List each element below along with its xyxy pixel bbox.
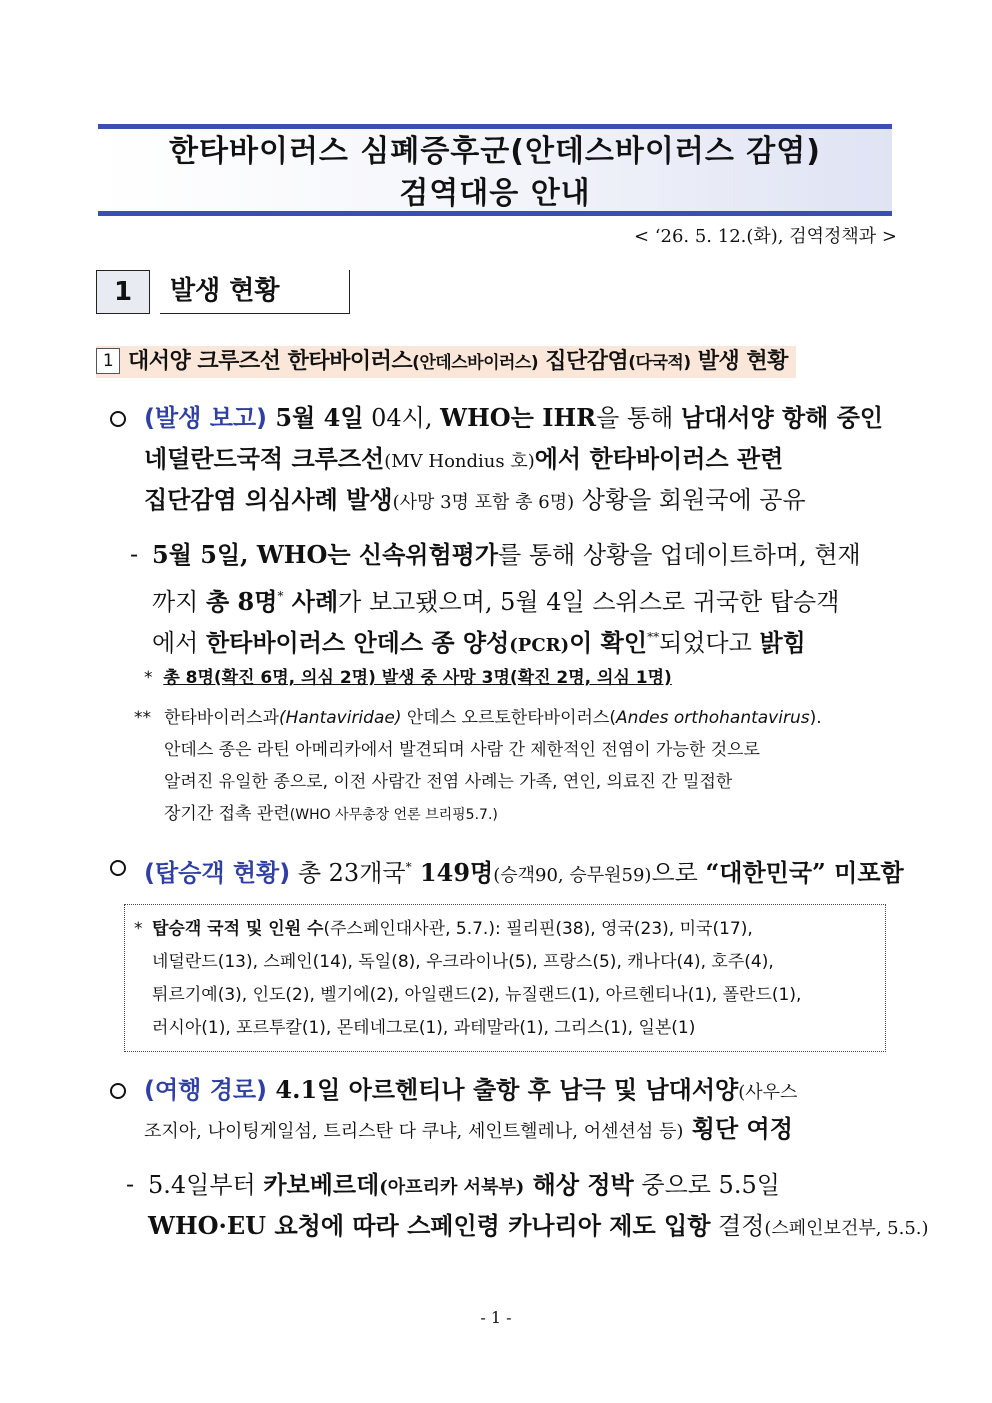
section-number: 1 (96, 270, 150, 314)
section-title: 발생 현황 (160, 270, 350, 314)
box-note-line1: 탑승객 국적 및 인원 수(주스페인대사관, 5.7.): 필리핀(38), 영국(23), 미국(17), (152, 919, 753, 939)
dateline: < ‘26. 5. 12.(화), 검역정책과 > (633, 226, 897, 247)
title-line-1: 한타바이러스 심폐증후군(안데스바이러스 감염) (169, 134, 821, 169)
item1-line3: 집단감염 의심사례 발생(사망 3명 포함 총 6명) 상황을 회원국에 공유 (144, 485, 806, 514)
item3-sub-line1: 5.4일부터 카보베르데(아프리카 서북부) 해상 정박 중으로 5.5일 (148, 1170, 780, 1199)
item3-line2: 조지아, 나이팅게일섬, 트리스탄 다 쿠냐, 세인트헬레나, 어센션섬 등) 횡단 여정 (144, 1114, 793, 1143)
footnote-double-star-line2: 안데스 종은 라틴 아메리카에서 발견되며 사람 간 제한적인 전염이 가능한 것으로 (164, 740, 760, 760)
footnote-double-star-line1: 한타바이러스과(Hantaviridae) 안데스 오르토한타바이러스(Andes orthohantavirus). (164, 708, 822, 728)
bullet-circle-icon (110, 860, 126, 876)
page-number: - 1 - (480, 1308, 512, 1327)
document-title-banner (98, 124, 892, 216)
dash-marker: - (130, 540, 139, 568)
footnote-double-star-line4: 장기간 접촉 관련(WHO 사무총장 언론 브리핑5.7.) (164, 804, 498, 824)
box-note-mark: * (134, 919, 143, 939)
item1-sub-line2: 까지 총 8명* 사례가 보고됐으며, 5월 4일 스위스로 귀국한 탑승객 (152, 587, 840, 616)
footnote-single-star: * 총 8명(확진 6명, 의심 2명) 발생 중 사망 3명(확진 2명, 의심 1명) (144, 668, 672, 688)
box-note-line4: 러시아(1), 포르투칼(1), 몬테네그로(1), 과테말라(1), 그리스(1), 일본(1) (152, 1018, 696, 1038)
item1-sub-line1: 5월 5일, WHO는 신속위험평가를 통해 상황을 업데이트하며, 현재 (152, 540, 861, 569)
box-note-line3: 튀르기예(3), 인도(2), 벨기에(2), 아일랜드(2), 뉴질랜드(1), 아르헨티나(1), 폴란드(1), (152, 985, 802, 1005)
item3-sub-line2: WHO·EU 요청에 따라 스페인령 카나리아 제도 입항 결정(스페인보건부, 5.5.) (148, 1211, 929, 1240)
footnote-double-star-line3: 알려진 유일한 종으로, 이전 사람간 전염 사례는 가족, 연인, 의료진 간 밀접한 (164, 772, 733, 792)
box-note-line2: 네덜란드(13), 스페인(14), 독일(8), 우크라이나(5), 프랑스(5), 캐나다(4), 호주(4), (152, 952, 774, 972)
item1-line1: (발생 보고) 5월 4일 04시, WHO는 IHR을 통해 남대서양 항해 중인 (144, 403, 884, 432)
item2-line: (탑승객 현황) 총 23개국* 149명(승객90, 승무원59)으로 “대한민국” 미포함 (144, 858, 904, 887)
bullet-circle-icon (110, 1083, 126, 1099)
bullet-circle-icon (110, 411, 126, 427)
item1-line2: 네덜란드국적 크루즈선(MV Hondius 호)에서 한타바이러스 관련 (144, 444, 784, 473)
title-line-2: 검역대응 안내 (399, 176, 591, 211)
item3-line1: (여행 경로) 4.1일 아르헨티나 출항 후 남극 및 남대서양(사우스 (144, 1075, 798, 1104)
subsection-marker: 1 (96, 348, 120, 374)
footnote-double-star-mark: ** (134, 708, 151, 728)
dash-marker: - (126, 1170, 135, 1198)
item1-sub-line3: 에서 한타바이러스 안데스 종 양성(PCR)이 확인**되었다고 밝힘 (152, 628, 806, 657)
subsection-heading: 1 대서양 크루즈선 한타바이러스(안데스바이러스) 집단감염(다국적) 발생 현황 (96, 346, 796, 378)
